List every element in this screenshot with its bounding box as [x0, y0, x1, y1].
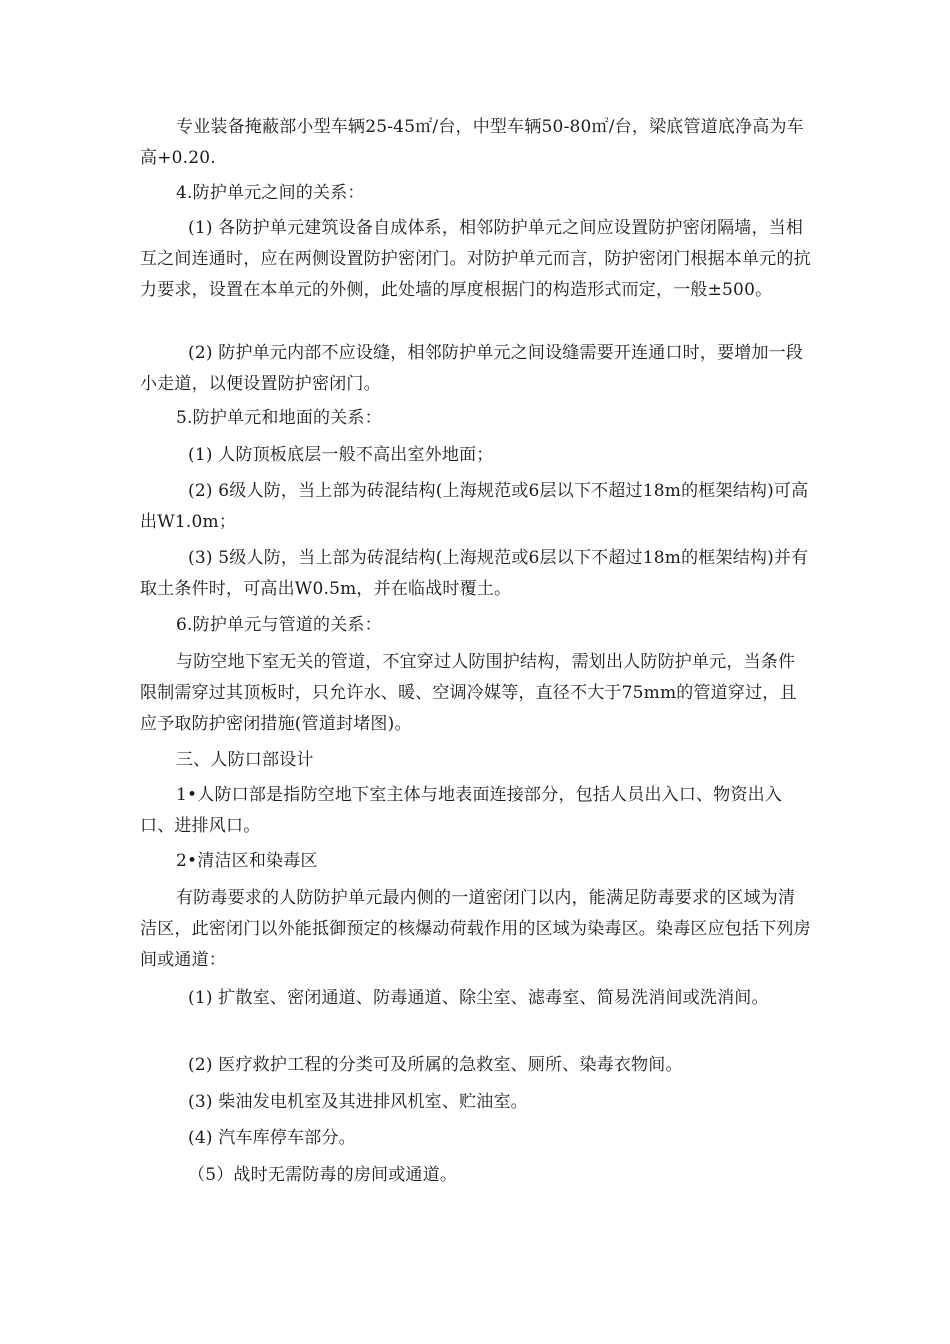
paragraph-item-2: (2) 医疗救护工程的分类可及所属的急救室、厕所、染毒衣物间。	[188, 1055, 683, 1075]
paragraph-item-1: (1) 扩散室、密闭通道、防毒通道、除尘室、滤毒室、简易洗消间或洗消间。	[188, 988, 769, 1008]
paragraph-entrance-def: 1•人防口部是指防空地下室主体与地表面连接部分，包括人员出入口、物资出入口、进排风口。	[140, 785, 783, 836]
paragraph-clean-contaminated: 有防毒要求的人防防护单元最内侧的一道密闭门以内，能满足防毒要求的区域为清洁区，此密闭门以外能抵御预定的核爆动荷载作用的区域为染毒区。染毒区应包括下列房间或通道：	[140, 888, 811, 970]
heading-clean-contaminated: 2•清洁区和染毒区	[176, 851, 318, 871]
paragraph-item-3: (3) 柴油发电机室及其进排风机室、贮油室。	[188, 1092, 528, 1112]
paragraph-level-5: (3) 5级人防，当上部为砖混结构(上海规范或6层以下不超过18m的框架结构)并有取土条件时，可高出W0.5m，并在临战时覆土。	[140, 548, 809, 599]
paragraph-unit-system: (1) 各防护单元建筑设备自成体系，相邻防护单元之间应设置防护密闭隔墙，当相互之间连通时，应在两侧设置防护密闭门。对防护单元而言，防护密闭门根据本单元的抗力要求，设置在本单元的外侧，此处墙的厚度根据门的构造形式而定，一般±500。	[140, 218, 811, 300]
paragraph-pipes: 与防空地下室无关的管道，不宜穿过人防围护结构，需划出人防防护单元，当条件限制需穿过其顶板时，只允许水、暖、空调冷媒等，直径不大于75mm的管道穿过，且应予取防护密闭措施(管道封堵图)。	[140, 652, 797, 734]
paragraph-item-5: （5）战时无需防毒的房间或通道。	[188, 1165, 458, 1185]
paragraph-item-4: (4) 汽车库停车部分。	[188, 1128, 356, 1148]
paragraph-level-6: (2) 6级人防，当上部为砖混结构(上海规范或6层以下不超过18m的框架结构)可高出W1.0m；	[140, 481, 809, 532]
heading-entrance-design: 三、人防口部设计	[176, 750, 314, 770]
paragraph-vehicle-area: 专业装备掩蔽部小型车辆25-45㎡/台，中型车辆50-80㎡/台，梁底管道底净高为车高+0.20.	[140, 117, 804, 168]
paragraph-unit-joints: (2) 防护单元内部不应设缝，相邻防护单元之间设缝需要开连通口时，要增加一段小走道，以便设置防护密闭门。	[140, 343, 804, 394]
heading-unit-ground: 5.防护单元和地面的关系：	[176, 408, 382, 428]
heading-unit-relations: 4.防护单元之间的关系：	[176, 183, 365, 203]
paragraph-roof-level: (1) 人防顶板底层一般不高出室外地面；	[188, 445, 494, 465]
heading-unit-pipes: 6.防护单元与管道的关系：	[176, 615, 382, 635]
